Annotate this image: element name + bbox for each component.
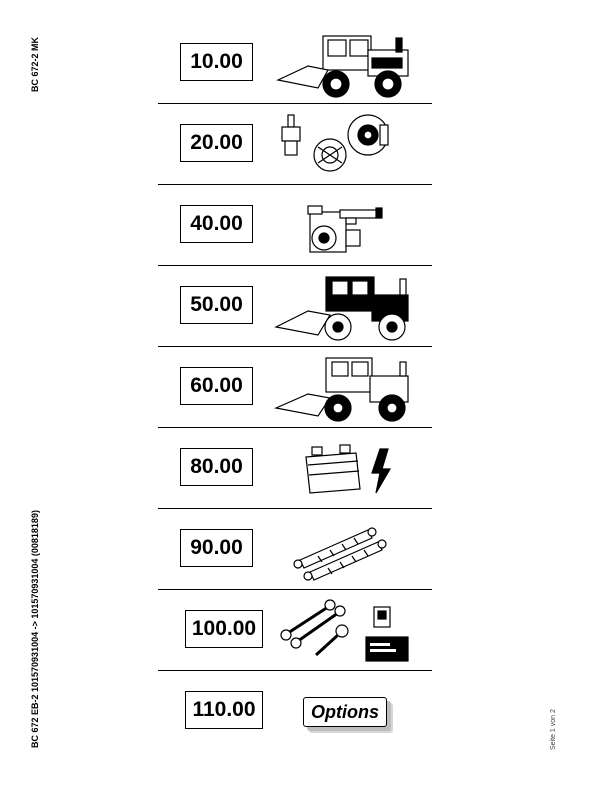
compactor-machine-icon xyxy=(268,26,432,99)
section-code-button[interactable]: 10.00 xyxy=(180,43,253,81)
section-code-button[interactable]: 40.00 xyxy=(180,205,253,243)
section-code-button[interactable]: 60.00 xyxy=(180,367,253,405)
compactor-chassis-icon xyxy=(268,350,432,423)
section-row-100[interactable] xyxy=(158,589,432,670)
section-code-button[interactable]: 100.00 xyxy=(185,610,263,648)
hydraulic-pump-icon xyxy=(268,188,432,261)
section-row-10[interactable] xyxy=(158,22,432,103)
section-row-110[interactable] xyxy=(158,670,432,751)
section-code-button[interactable]: 80.00 xyxy=(180,448,253,486)
battery-electric-icon xyxy=(268,431,432,504)
section-row-20[interactable] xyxy=(158,103,432,184)
section-code-button[interactable]: 20.00 xyxy=(180,124,253,162)
section-row-40[interactable] xyxy=(158,184,432,265)
page-number: Seite 1 von 2 xyxy=(550,709,557,750)
section-code-button[interactable]: 90.00 xyxy=(180,529,253,567)
compactor-frame-icon xyxy=(268,269,432,342)
section-code-button[interactable]: 110.00 xyxy=(185,691,263,729)
engine-parts-icon xyxy=(268,107,432,180)
section-row-80[interactable] xyxy=(158,427,432,508)
hydraulic-hoses-icon xyxy=(268,512,432,585)
tools-accessories-icon xyxy=(268,593,432,666)
document-reference: BC 672 EB-2 101570931004 -> 101570931004 (00818189) xyxy=(30,510,40,748)
section-row-90[interactable] xyxy=(158,508,432,589)
options-button[interactable]: Options xyxy=(303,697,387,727)
section-row-50[interactable] xyxy=(158,265,432,346)
section-row-60[interactable] xyxy=(158,346,432,427)
section-code-button[interactable]: 50.00 xyxy=(180,286,253,324)
model-code-label: BC 672-2 MK xyxy=(30,36,40,92)
